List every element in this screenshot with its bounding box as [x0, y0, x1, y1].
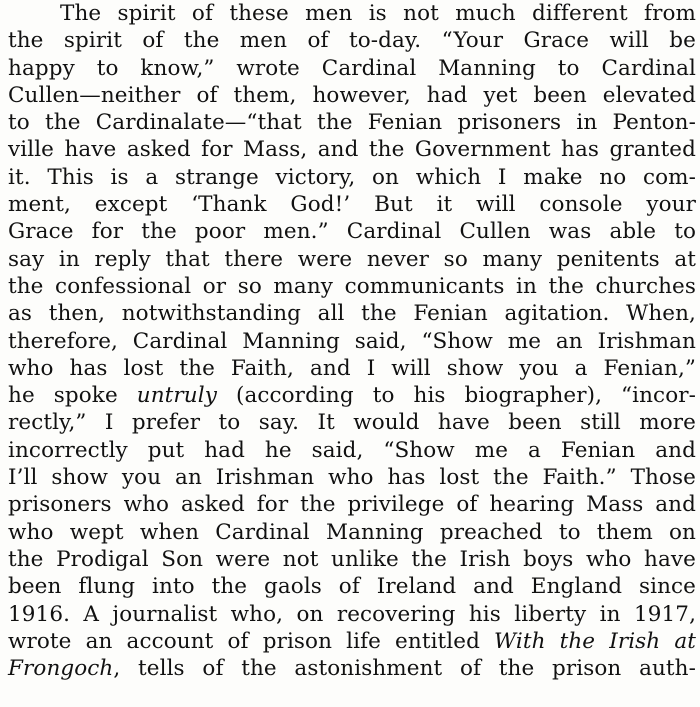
- text-segment: Grace for the poor men.” Cardinal Cullen was able to: [8, 219, 696, 245]
- text-line: [8, 628, 696, 655]
- text-segment: Cullen—neither of them, however, had yet been elevated: [8, 82, 696, 108]
- text-segment: who wept when Cardinal Manning preached to them on: [8, 519, 696, 545]
- text-segment: incorrectly put had he said, “Show me a Fenian and: [8, 437, 696, 463]
- text-line: [8, 573, 696, 600]
- italic-text-segment: With the Irish at: [494, 628, 697, 654]
- text-segment: (according to his biographer), “incor-: [216, 383, 696, 409]
- text-line: [8, 27, 696, 54]
- text-line: [8, 218, 696, 245]
- text-segment: who has lost the Faith, and I will show you a Fenian,”: [8, 355, 696, 381]
- text-line: [8, 55, 696, 82]
- text-segment: been flung into the gaols of Ireland and England since: [8, 574, 696, 600]
- text-line: [8, 109, 696, 136]
- text-line: [8, 382, 696, 409]
- text-segment: therefore, Cardinal Manning said, “Show me an Irishman: [8, 328, 696, 354]
- text-segment: 1916. A journalist who, on recovering his liberty in 1917,: [8, 601, 696, 627]
- text-segment: ville have asked for Mass, and the Government has granted: [8, 137, 696, 163]
- text-segment: the spirit of the men of to-day. “Your Grace will be: [8, 28, 696, 54]
- italic-text-segment: untruly: [136, 383, 217, 409]
- text-segment: happy to know,” wrote Cardinal Manning to Cardinal: [8, 55, 696, 81]
- text-line: [8, 82, 696, 109]
- text-segment: rectly,” I prefer to say. It would have been still more: [8, 410, 696, 436]
- text-line: [8, 328, 696, 355]
- text-segment: wrote an account of prison life entitled: [8, 628, 495, 654]
- text-line: [8, 273, 696, 300]
- text-line: [8, 246, 696, 273]
- text-segment: say in reply that there were never so many penitents at: [8, 246, 696, 272]
- text-segment: I’ll show you an Irishman who has lost the Faith.” Those: [8, 465, 696, 491]
- text-line: [8, 300, 696, 327]
- body-paragraph: [8, 0, 696, 682]
- text-segment: as then, notwithstanding all the Fenian agitation. When,: [8, 301, 696, 327]
- text-segment: to the Cardinalate—“that the Fenian prisoners in Penton-: [8, 110, 696, 136]
- text-line: [8, 655, 696, 682]
- text-line: [8, 601, 696, 628]
- text-segment: , tells of the astonishment of the prison auth-: [113, 656, 696, 682]
- text-segment: the confessional or so many communicants in the churches: [8, 273, 696, 299]
- text-segment: it. This is a strange victory, on which I make no com-: [8, 164, 696, 190]
- text-line: [8, 164, 696, 191]
- text-line: [8, 464, 696, 491]
- text-line: [8, 191, 696, 218]
- text-segment: prisoners who asked for the privilege of hearing Mass and: [8, 492, 696, 518]
- text-segment: ment, except ‘Thank God!’ But it will console your: [8, 192, 696, 218]
- text-line: [8, 355, 696, 382]
- text-line: [8, 437, 696, 464]
- text-line: [8, 491, 696, 518]
- text-line: [8, 519, 696, 546]
- text-line: [8, 546, 696, 573]
- italic-text-segment: Frongoch: [8, 656, 114, 682]
- text-line: [8, 0, 696, 27]
- text-segment: The spirit of these men is not much different from: [60, 1, 696, 26]
- text-line: [8, 136, 696, 163]
- text-segment: he spoke: [8, 383, 137, 409]
- text-line: [8, 409, 696, 436]
- text-segment: the Prodigal Son were not unlike the Irish boys who have: [8, 546, 696, 572]
